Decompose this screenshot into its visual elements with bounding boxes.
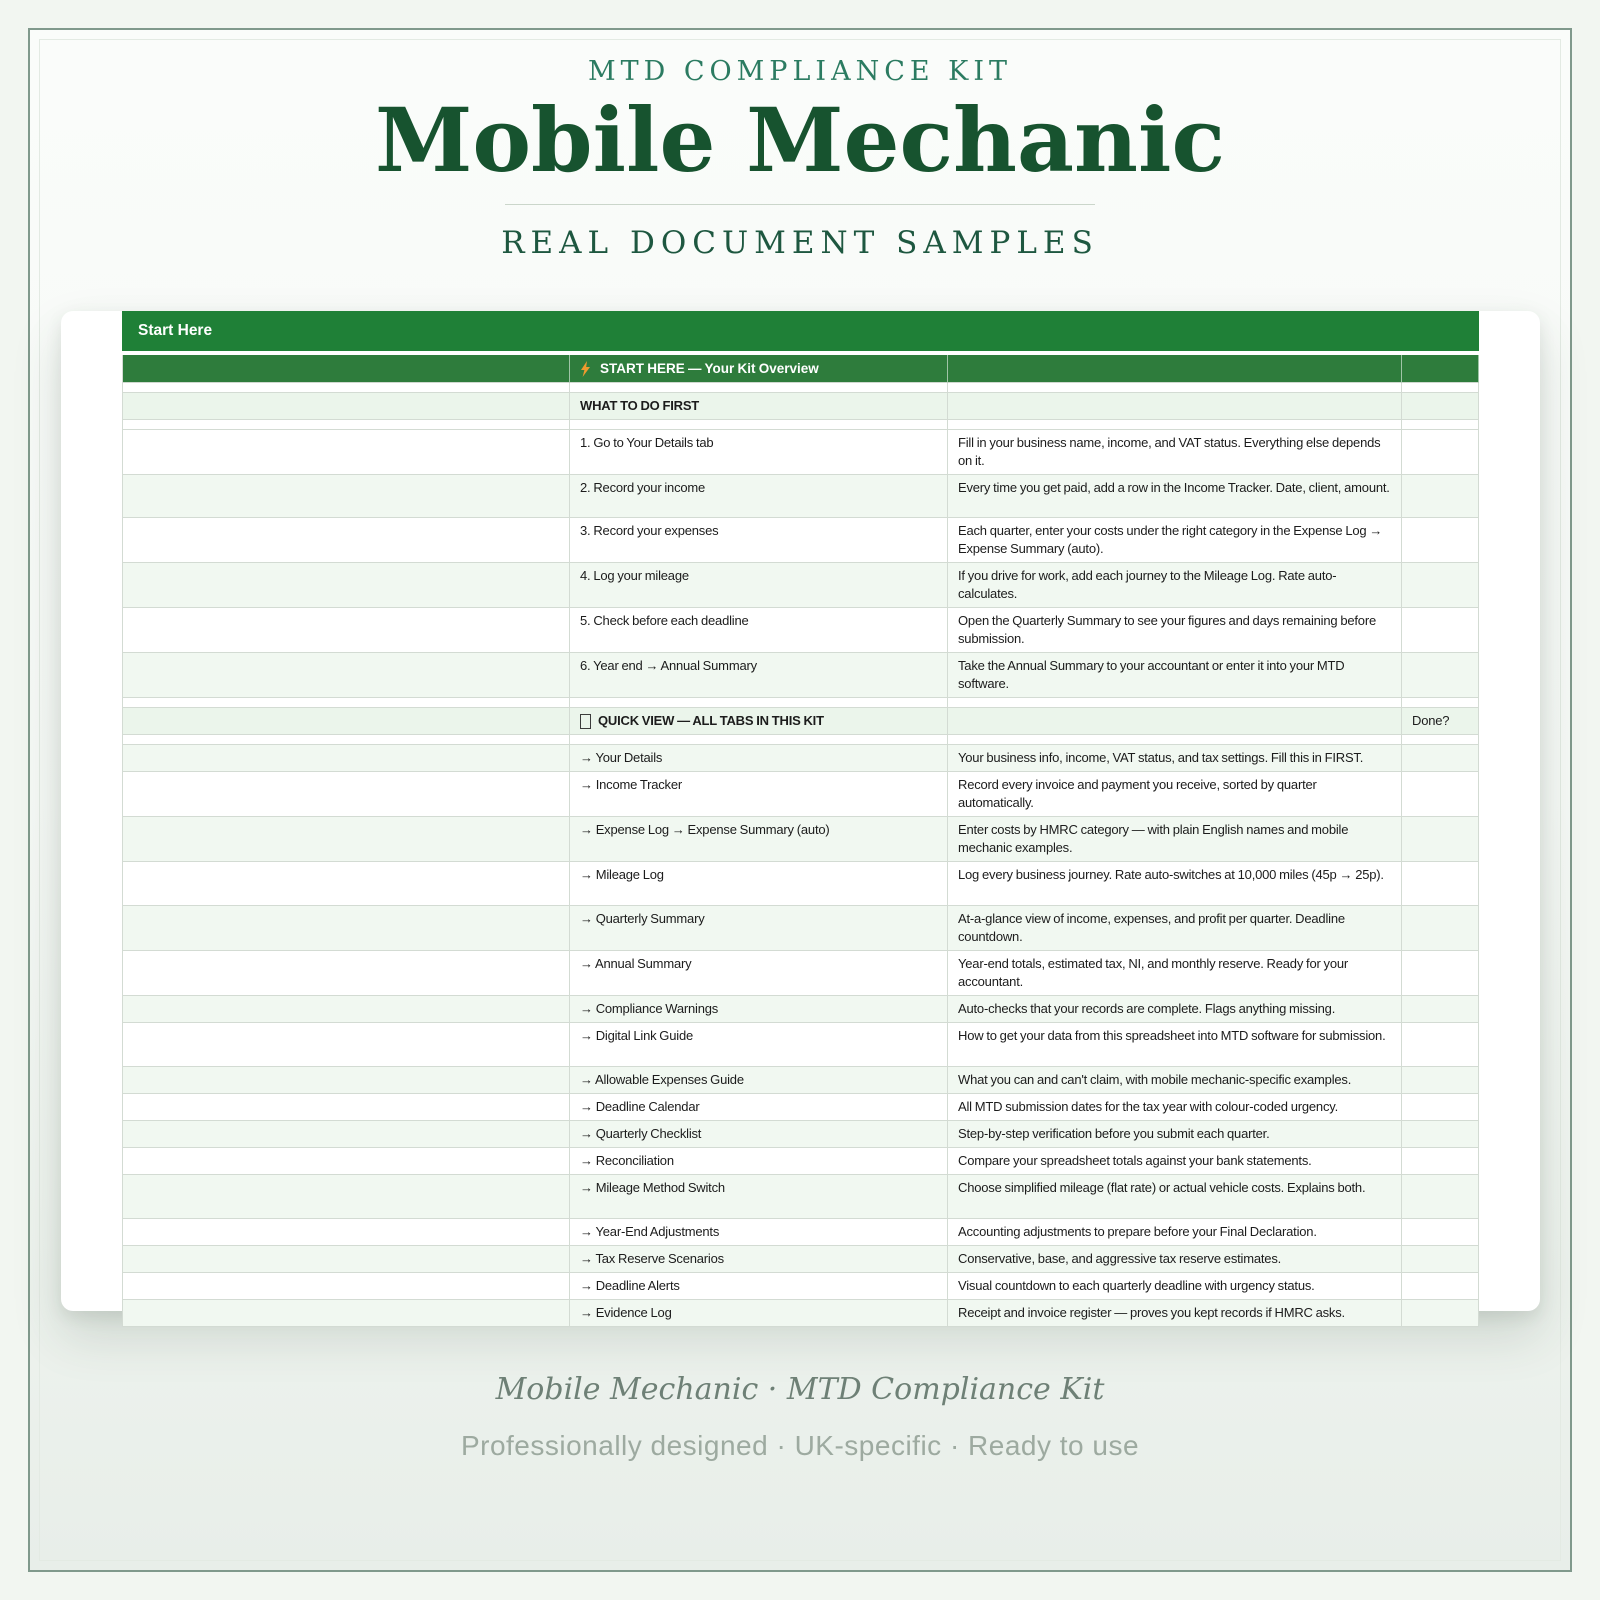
empty-cell [123,1300,570,1327]
tab-row [123,1121,1479,1148]
step-row [123,430,1479,475]
spreadsheet-card [61,311,1540,1320]
tab-row [123,1300,1479,1327]
tab-description: Visual countdown to each quarterly deadline with urgency status. [948,1273,1402,1300]
tab-row [123,1175,1479,1219]
tab-description: How to get your data from this spreadsheet into MTD software for submission. [948,1023,1402,1067]
step-label: 2. Record your income [570,475,948,518]
section-row-quick-view [123,708,1479,735]
tab-description: Your business info, income, VAT status, and tax settings. Fill this in FIRST. [948,745,1402,772]
empty-cell [570,735,948,745]
tab-row [123,1246,1479,1273]
empty-cell [123,906,570,951]
empty-cell [948,393,1402,420]
empty-cell [1402,518,1479,563]
tab-description: Accounting adjustments to prepare before your Final Declaration. [948,1219,1402,1246]
empty-cell [123,653,570,698]
spacer-row [123,383,1479,393]
footer-caption: Mobile Mechanic · MTD Compliance Kit [495,1372,1105,1407]
step-row [123,475,1479,518]
step-row [123,653,1479,698]
empty-cell [1402,698,1479,708]
tab-row [123,906,1479,951]
empty-cell [1402,475,1479,518]
tab-label: → Digital Link Guide [570,1023,948,1067]
step-label: 6. Year end → Annual Summary [570,653,948,698]
tab-description: Choose simplified mileage (flat rate) or actual vehicle costs. Explains both. [948,1175,1402,1219]
tab-description: Record every invoice and payment you receive, sorted by quarter automatically. [948,772,1402,817]
tab-label: → Evidence Log [570,1300,948,1327]
tab-row [123,951,1479,996]
done-cell [1402,1148,1479,1175]
empty-cell [123,355,570,383]
tab-description: Compare your spreadsheet totals against your bank statements. [948,1148,1402,1175]
tab-label: → Your Details [570,745,948,772]
tab-row [123,1273,1479,1300]
step-label: 3. Record your expenses [570,518,948,563]
header-subtitle: REAL DOCUMENT SAMPLES [501,225,1099,262]
empty-cell [1402,653,1479,698]
empty-cell [123,735,570,745]
step-description: Fill in your business name, income, and VAT status. Everything else depends on it. [948,430,1402,475]
empty-cell [123,745,570,772]
tab-row [123,1094,1479,1121]
sheet [122,311,1479,1327]
empty-cell [123,475,570,518]
done-cell [1402,951,1479,996]
empty-cell [1402,430,1479,475]
empty-cell [123,1175,570,1219]
spacer-row [123,420,1479,430]
done-column-header: Done? [1402,708,1479,735]
tab-description: What you can and can't claim, with mobile mechanic-specific examples. [948,1067,1402,1094]
tab-label: → Allowable Expenses Guide [570,1067,948,1094]
done-cell [1402,862,1479,906]
tab-description: Year-end totals, estimated tax, NI, and monthly reserve. Ready for your accountant. [948,951,1402,996]
step-description: Open the Quarterly Summary to see your figures and days remaining before submission. [948,608,1402,653]
tab-label: → Compliance Warnings [570,996,948,1023]
tab-description: Conservative, base, and aggressive tax reserve estimates. [948,1246,1402,1273]
tab-row [123,1148,1479,1175]
banner-cell [570,355,948,383]
step-description: If you drive for work, add each journey to the Mileage Log. Rate auto-calculates. [948,563,1402,608]
step-row [123,518,1479,563]
empty-cell [123,1148,570,1175]
empty-cell [123,1246,570,1273]
empty-cell [123,1067,570,1094]
tab-description: All MTD submission dates for the tax year with colour-coded urgency. [948,1094,1402,1121]
step-label: 4. Log your mileage [570,563,948,608]
empty-cell [948,355,1402,383]
empty-cell [570,420,948,430]
tab-label: → Annual Summary [570,951,948,996]
step-description: Every time you get paid, add a row in the Income Tracker. Date, client, amount. [948,475,1402,518]
empty-cell [123,518,570,563]
tab-description: Auto-checks that your records are complete. Flags anything missing. [948,996,1402,1023]
empty-cell [1402,563,1479,608]
tab-label: → Expense Log → Expense Summary (auto) [570,817,948,862]
tab-label: → Quarterly Summary [570,906,948,951]
page-title: Mobile Mechanic [374,88,1226,192]
done-cell [1402,1246,1479,1273]
quick-view-title [570,708,948,735]
done-cell [1402,772,1479,817]
kit-overview-banner-row [123,355,1479,383]
empty-cell [123,951,570,996]
tab-label: → Deadline Calendar [570,1094,948,1121]
empty-cell [123,430,570,475]
done-cell [1402,1121,1479,1148]
empty-cell [123,698,570,708]
tab-label: → Income Tracker [570,772,948,817]
done-cell [1402,817,1479,862]
tab-description: Step-by-step verification before you submit each quarter. [948,1121,1402,1148]
empty-cell [1402,735,1479,745]
empty-cell [123,817,570,862]
tab-row [123,996,1479,1023]
tab-label: → Mileage Method Switch [570,1175,948,1219]
tab-label: → Reconciliation [570,1148,948,1175]
empty-cell [948,698,1402,708]
done-cell [1402,745,1479,772]
step-label: 1. Go to Your Details tab [570,430,948,475]
empty-cell [123,420,570,430]
done-cell [1402,1300,1479,1327]
empty-cell [948,420,1402,430]
empty-cell [123,1023,570,1067]
header-divider [505,204,1095,205]
empty-cell [123,563,570,608]
tab-row [123,745,1479,772]
empty-cell [123,1094,570,1121]
step-row [123,608,1479,653]
spacer-row [123,698,1479,708]
empty-cell [123,862,570,906]
tab-row [123,1219,1479,1246]
empty-cell [123,393,570,420]
empty-cell [123,1219,570,1246]
step-label: 5. Check before each deadline [570,608,948,653]
empty-cell [1402,420,1479,430]
spacer-row [123,735,1479,745]
footer-tagline: Professionally designed · UK-specific · Ready to use [460,1430,1140,1461]
page-header [0,56,1600,261]
tab-label: → Deadline Alerts [570,1273,948,1300]
tab-label: → Quarterly Checklist [570,1121,948,1148]
empty-cell [123,772,570,817]
tab-row [123,772,1479,817]
quick-view-label: QUICK VIEW — ALL TABS IN THIS KIT [598,713,824,728]
tab-description: Enter costs by HMRC category — with plain English names and mobile mechanic examples. [948,817,1402,862]
empty-cell [123,1273,570,1300]
empty-cell [123,708,570,735]
empty-cell [1402,355,1479,383]
empty-cell [1402,393,1479,420]
tab-row [123,862,1479,906]
done-cell [1402,1067,1479,1094]
tab-description: Log every business journey. Rate auto-switches at 10,000 miles (45p → 25p). [948,862,1402,906]
done-cell [1402,1175,1479,1219]
tab-label: → Year-End Adjustments [570,1219,948,1246]
section-row-what-to-do-first [123,393,1479,420]
tab-row [123,817,1479,862]
empty-cell [1402,383,1479,393]
clipboard-placeholder-icon [580,714,591,729]
step-description: Each quarter, enter your costs under the right category in the Expense Log → Expense Summary (auto). [948,518,1402,563]
done-cell [1402,1023,1479,1067]
tab-row [123,1023,1479,1067]
empty-cell [123,1121,570,1148]
tab-label: → Mileage Log [570,862,948,906]
step-row [123,563,1479,608]
empty-cell [948,383,1402,393]
banner-label: START HERE — Your Kit Overview [600,360,819,376]
empty-cell [948,708,1402,735]
empty-cell [1402,608,1479,653]
header-kicker: MTD COMPLIANCE KIT [587,56,1012,87]
done-cell [1402,996,1479,1023]
tab-description: Receipt and invoice register — proves you kept records if HMRC asks. [948,1300,1402,1327]
empty-cell [948,735,1402,745]
empty-cell [123,608,570,653]
done-cell [1402,1273,1479,1300]
empty-cell [570,383,948,393]
empty-cell [123,996,570,1023]
done-cell [1402,1219,1479,1246]
empty-cell [123,383,570,393]
tab-label: → Tax Reserve Scenarios [570,1246,948,1273]
section-title: WHAT TO DO FIRST [570,393,948,420]
sheet-tab-title: Start Here [122,311,1479,351]
tab-description: At-a-glance view of income, expenses, and profit per quarter. Deadline countdown. [948,906,1402,951]
tab-row [123,1067,1479,1094]
step-description: Take the Annual Summary to your accountant or enter it into your MTD software. [948,653,1402,698]
empty-cell [570,698,948,708]
done-cell [1402,906,1479,951]
done-cell [1402,1094,1479,1121]
sheet-grid [122,355,1479,1327]
lightning-icon [580,361,591,377]
